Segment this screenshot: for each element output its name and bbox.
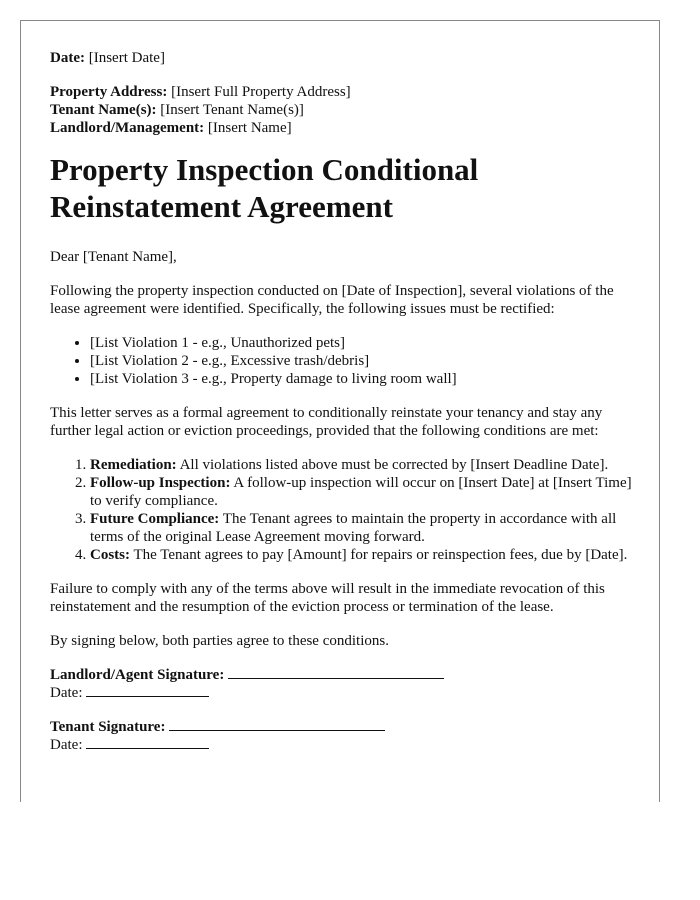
landlord-date-label: Date: [50, 685, 83, 701]
tenant-label: Tenant Name(s): [50, 102, 157, 118]
violation-item: • [List Violation 1 - e.g., Unauthorized pets] [90, 334, 634, 352]
signing-paragraph: By signing below, both parties agree to these conditions. [50, 633, 389, 649]
tenant-signature-field[interactable] [169, 718, 385, 731]
tenant-value: [Insert Tenant Name(s)] [160, 102, 304, 118]
landlord-line [50, 119, 634, 137]
landlord-date-line [50, 684, 634, 702]
tenant-date-label: Date: [50, 737, 83, 753]
document-page [20, 20, 660, 802]
agreement-paragraph: This letter serves as a formal agreement to conditionally reinstate your tenancy and stay any further legal action or eviction proceedings, provided that the following conditions are met: [50, 405, 603, 439]
tenant-signature-line [50, 718, 634, 736]
condition-item [90, 456, 634, 474]
tenant-line [50, 101, 634, 119]
date-block [50, 49, 634, 67]
condition-text: All violations listed above must be corrected by [Insert Deadline Date]. [176, 457, 609, 473]
landlord-signature-field[interactable] [228, 666, 444, 679]
date-value: [Insert Date] [88, 50, 165, 66]
condition-label: Follow-up Inspection: [90, 475, 231, 491]
landlord-value: [Insert Name] [207, 120, 292, 136]
tenant-signature-block [50, 718, 634, 754]
parties-block [50, 83, 634, 137]
condition-item [90, 546, 634, 564]
condition-text: A follow-up inspection will occur on [Insert Date] at [Insert Time] to verify compliance. [90, 475, 632, 509]
document-content [50, 49, 634, 770]
address-value: [Insert Full Property Address] [171, 84, 351, 100]
landlord-signature-label: Landlord/Agent Signature: [50, 667, 225, 683]
intro-paragraph: Following the property inspection conducted on [Date of Inspection], several violations of the lease agreement were identified. Specifically, the following issues must be rectified: [50, 283, 614, 317]
salutation: Dear [Tenant Name], [50, 249, 177, 265]
condition-item [90, 510, 634, 546]
date-label: Date: [50, 50, 85, 66]
date-line [50, 49, 634, 67]
address-label: Property Address: [50, 84, 168, 100]
failure-paragraph: Failure to comply with any of the terms above will result in the immediate revocation of this reinstatement and the resumption of the eviction process or termination of the lease. [50, 581, 605, 615]
tenant-date-field[interactable] [86, 736, 209, 749]
document-title: Property Inspection Conditional Reinstatement Agreement [50, 152, 479, 224]
landlord-label: Landlord/Management: [50, 120, 205, 136]
condition-text: The Tenant agrees to maintain the property in accordance with all terms of the original Lease Agreement moving forward. [90, 511, 617, 545]
condition-text: The Tenant agrees to pay [Amount] for repairs or reinspection fees, due by [Date]. [130, 547, 628, 563]
condition-label: Costs: [90, 547, 130, 563]
violation-item: • [List Violation 2 - e.g., Excessive trash/debris] [90, 352, 634, 370]
conditions-list [50, 456, 634, 564]
tenant-date-line [50, 736, 634, 754]
condition-item [90, 474, 634, 510]
condition-label: Future Compliance: [90, 511, 220, 527]
landlord-signature-line [50, 666, 634, 684]
address-line [50, 83, 634, 101]
violation-item: • [List Violation 3 - e.g., Property damage to living room wall] [90, 370, 634, 388]
landlord-signature-block [50, 666, 634, 702]
violations-list [50, 334, 634, 388]
landlord-date-field[interactable] [86, 684, 209, 697]
condition-label: Remediation: [90, 457, 177, 473]
tenant-signature-label: Tenant Signature: [50, 719, 166, 735]
